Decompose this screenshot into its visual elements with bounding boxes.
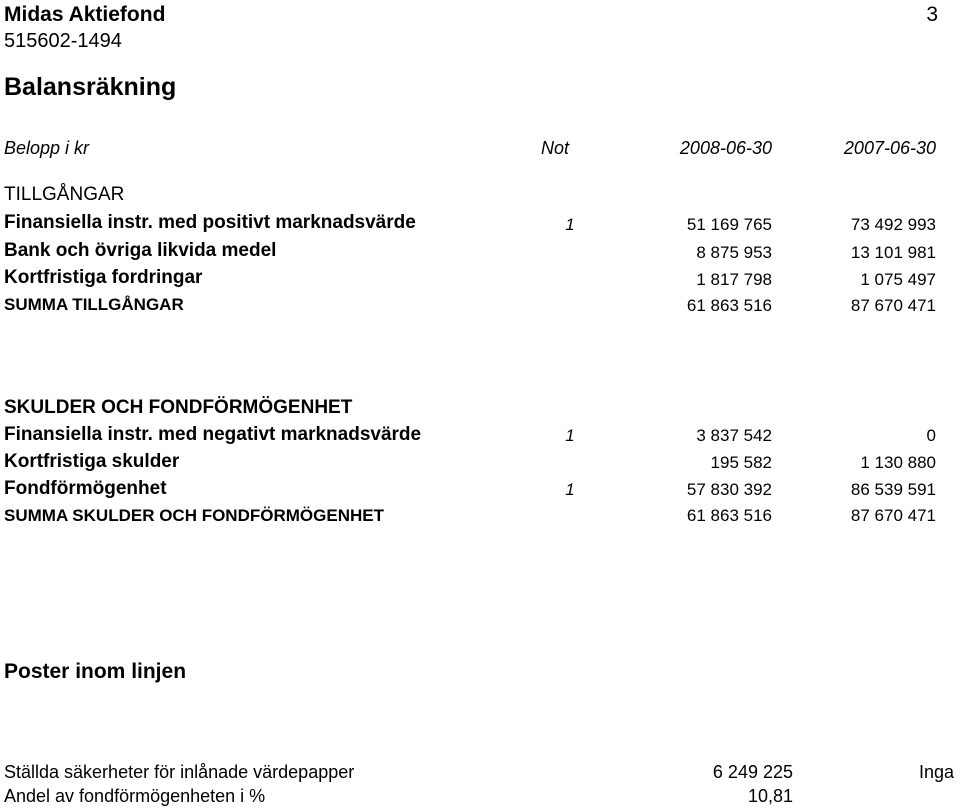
asset-row-value-2007: 73 492 993 <box>850 215 936 234</box>
off-balance-row-value-2: Inga <box>918 762 954 782</box>
asset-row-label: Kortfristiga fordringar <box>4 267 203 288</box>
assets-total-2008: 61 863 516 <box>686 296 772 315</box>
liability-row-value-2008: 3 837 542 <box>696 426 772 445</box>
assets-heading: TILLGÅNGAR <box>4 184 125 205</box>
org-number: 515602-1494 <box>4 30 122 52</box>
asset-row-value-2008: 1 817 798 <box>696 270 772 289</box>
liability-row-value-2008: 195 582 <box>710 453 772 472</box>
liability-row-label: Finansiella instr. med negativt marknadsvärde <box>4 424 422 445</box>
liability-row-value-2007: 0 <box>926 426 936 445</box>
note-column-header: Not <box>541 138 570 158</box>
liability-row-label: Fondförmögenhet <box>4 478 167 499</box>
off-balance-heading: Poster inom linjen <box>4 660 187 683</box>
asset-row-note: 1 <box>565 215 575 234</box>
asset-row-value-2007: 13 101 981 <box>850 243 936 262</box>
liabilities-total-2007: 87 670 471 <box>850 506 936 525</box>
off-balance-row-label: Andel av fondförmögenheten i % <box>4 786 266 806</box>
liability-row-label: Kortfristiga skulder <box>4 451 180 472</box>
asset-row-label: Finansiella instr. med positivt marknadsvärde <box>4 212 416 233</box>
liabilities-total-label: SUMMA SKULDER OCH FONDFÖRMÖGENHET <box>4 506 384 525</box>
liability-row-value-2007: 1 130 880 <box>860 453 936 472</box>
asset-row-label: Bank och övriga likvida medel <box>4 240 277 261</box>
off-balance-row-value: 10,81 <box>747 786 793 806</box>
asset-row-value-2007: 1 075 497 <box>860 270 936 289</box>
off-balance-row-value: 6 249 225 <box>712 762 793 782</box>
page-number: 3 <box>926 3 938 26</box>
period1-column-header: 2008-06-30 <box>679 138 772 158</box>
period2-column-header: 2007-06-30 <box>843 138 936 158</box>
off-balance-row-label: Ställda säkerheter för inlånade värdepapper <box>4 762 355 782</box>
liability-row-note: 1 <box>565 480 575 499</box>
liability-row-value-2008: 57 830 392 <box>686 480 772 499</box>
asset-row-value-2008: 51 169 765 <box>686 215 772 234</box>
liabilities-heading: SKULDER OCH FONDFÖRMÖGENHET <box>4 397 353 418</box>
company-name: Midas Aktiefond <box>4 3 166 26</box>
liability-row-note: 1 <box>565 426 575 445</box>
liability-row-value-2007: 86 539 591 <box>850 480 936 499</box>
assets-total-label: SUMMA TILLGÅNGAR <box>4 295 184 314</box>
page-title: Balansräkning <box>4 73 177 101</box>
assets-total-2007: 87 670 471 <box>850 296 936 315</box>
unit-label: Belopp i kr <box>4 138 90 158</box>
asset-row-value-2008: 8 875 953 <box>696 243 772 262</box>
liabilities-total-2008: 61 863 516 <box>686 506 772 525</box>
